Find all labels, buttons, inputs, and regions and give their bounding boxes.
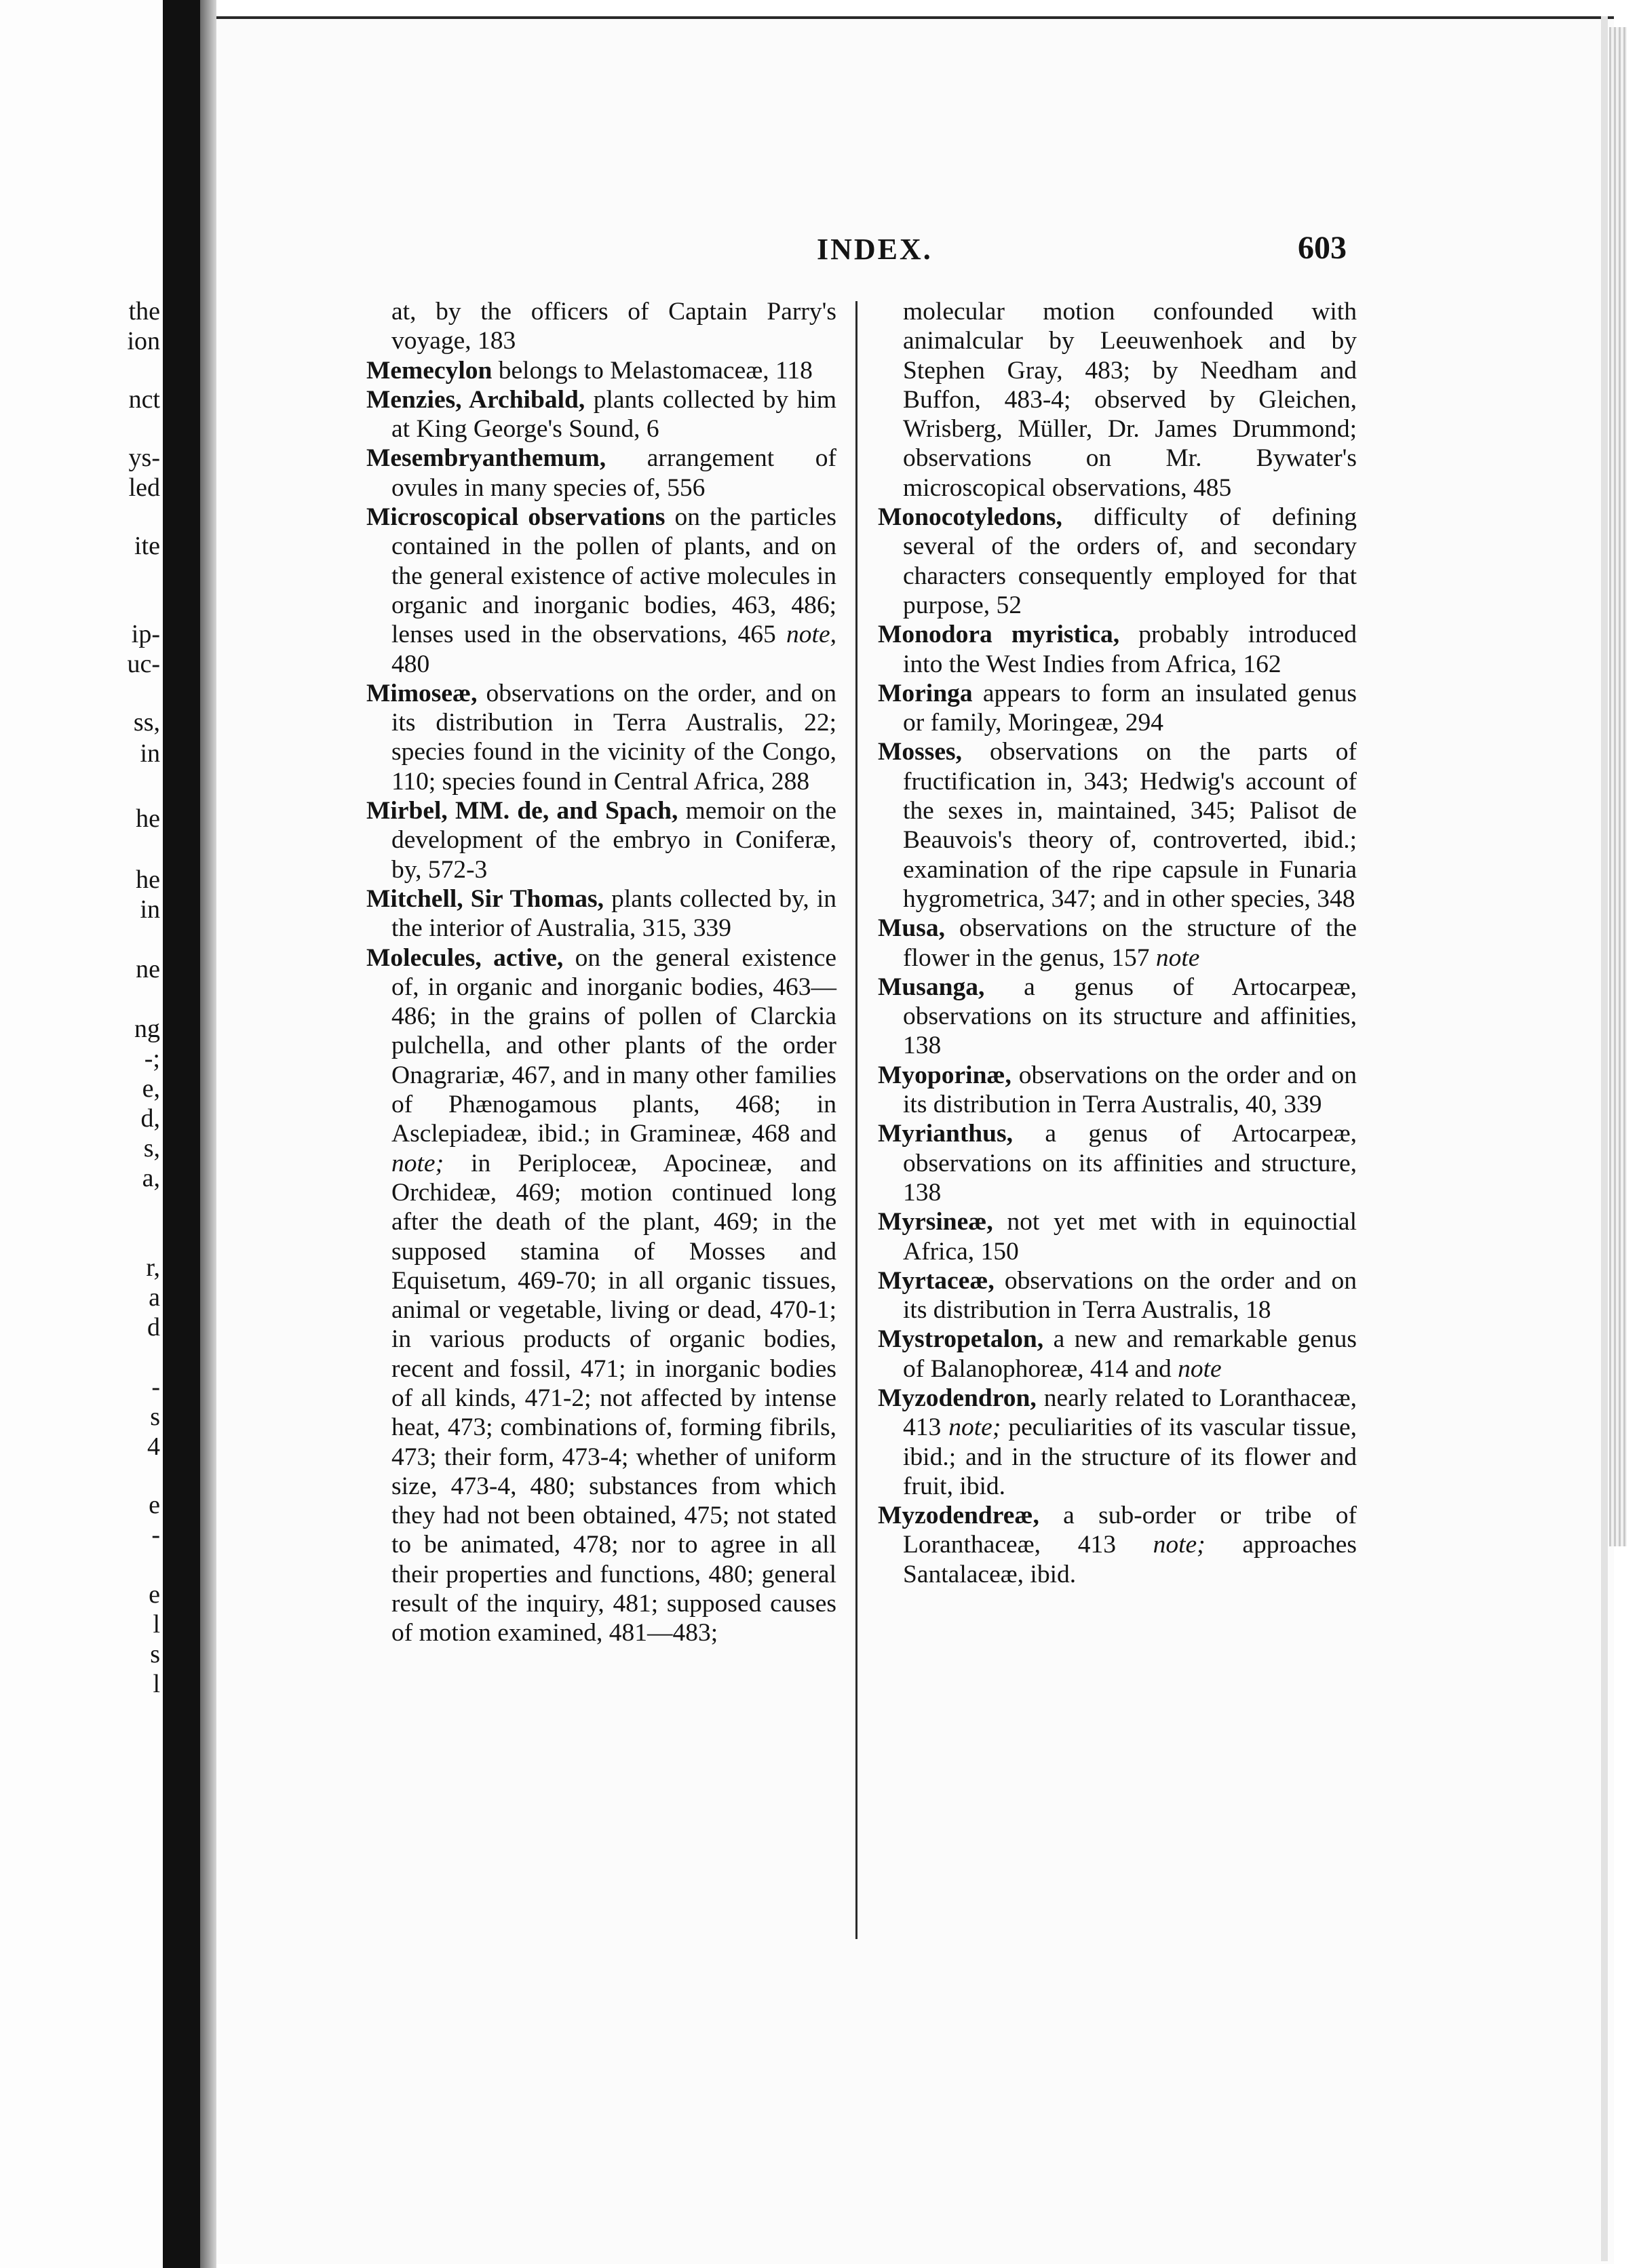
index-entry-text: a sub-order or tribe of Loranthaceæ, 413	[903, 1502, 1357, 1559]
index-entry-text: approaches Santalaceæ, ibid.	[903, 1531, 1357, 1588]
facing-page-fragment	[0, 0, 173, 2268]
index-entry	[366, 796, 836, 884]
facing-page-text-fragment: r,	[146, 1253, 160, 1282]
index-entry	[878, 1384, 1357, 1501]
index-entry-heading: Mirbel, MM. de, and Spach,	[366, 797, 678, 825]
facing-page-text-fragment: a,	[142, 1164, 160, 1192]
index-entry-text: peculiarities of its vascular tissue, ibid.; and in the structure of its flower and fruit, ibid.	[903, 1413, 1357, 1500]
index-entry-heading: Molecules, active,	[366, 943, 564, 972]
facing-page-text-fragment: s	[150, 1403, 160, 1431]
facing-page-text-fragment: nct	[128, 385, 160, 414]
index-entry-text: 480	[391, 650, 430, 678]
index-entry-heading: Myzodendron,	[878, 1384, 1037, 1412]
index-entry-note: note,	[786, 621, 836, 649]
index-entry	[878, 973, 1357, 1061]
index-entry	[878, 503, 1357, 620]
index-entry-text: on the particles contained in the pollen of plants, and on the general existence of active molecules in organic and inorganic bodies, 463, 486; lenses used in the observations, 465	[391, 503, 836, 649]
facing-page-text-fragment: ion	[127, 327, 160, 355]
facing-page-text-fragment: s,	[143, 1134, 160, 1162]
index-entry-text: on the general existence of, in organic and inorganic bodies, 463—486; in the grains of pollen of Clarckia pulchella, and other plants of the order Onagrariæ, 467, and in many other families of Phænogamous plants, 468; in Asclepiadeæ, ibid.; in Gramineæ, 468 and	[391, 943, 836, 1148]
facing-page-text-fragment: l	[153, 1670, 160, 1698]
index-entry-note: note	[1155, 943, 1200, 972]
index-entry	[878, 1061, 1357, 1120]
index-entry-text: nearly related to Loranthaceæ, 413	[903, 1384, 1357, 1442]
index-entry-heading: Mosses,	[878, 738, 962, 766]
index-entry-note: note	[1178, 1354, 1222, 1383]
index-entry-heading: Moringa	[878, 679, 973, 707]
index-entry-text: plants collected by him at King George's Sound, 6	[391, 385, 836, 444]
index-entry	[366, 679, 836, 796]
facing-page-text-fragment: -	[151, 1521, 160, 1549]
index-entry-continuation	[878, 297, 1357, 503]
facing-page-text-fragment: ne	[136, 955, 160, 983]
facing-page-text-fragment: -	[151, 1373, 160, 1401]
index-entry-text: observations on the order, and on its distribution in Terra Australis, 22; species found in the vicinity of the Congo, 110; species found in Central Africa, 288	[391, 679, 836, 796]
index-entry	[878, 1207, 1357, 1266]
index-entry-text: belongs to Melastomaceæ, 118	[492, 356, 813, 385]
index-entry-heading: Myrtaceæ,	[878, 1266, 995, 1295]
facing-page-text-fragment: in	[140, 895, 160, 924]
index-entry-text: at, by the officers of Captain Parry's voyage, 183	[391, 298, 836, 355]
index-entry-text: a new and remarkable genus of Balanophoreæ, 414 and	[903, 1325, 1357, 1383]
index-entry-continuation	[366, 297, 836, 356]
index-entry-heading: Musanga,	[878, 973, 985, 1001]
index-entry	[878, 1119, 1357, 1207]
book-gutter	[163, 0, 200, 2268]
index-entry-text: a genus of Artocarpeæ, observations on its structure and affinities, 138	[903, 973, 1357, 1060]
index-entry-text: appears to form an insulated genus or family, Moringeæ, 294	[903, 679, 1357, 737]
index-entry-heading: Menzies, Archibald,	[366, 385, 585, 414]
index-entry-text: arrangement of ovules in many species of, 556	[391, 444, 836, 502]
index-entry-heading: Microscopical observations	[366, 503, 666, 532]
facing-page-text-fragment: the	[128, 297, 160, 326]
facing-page-text-fragment: d,	[140, 1104, 160, 1133]
index-entry-heading: Monodora myristica,	[878, 621, 1120, 649]
facing-page-text-fragment: 4	[147, 1432, 160, 1461]
facing-page-text-fragment: e	[149, 1580, 160, 1609]
index-entry	[366, 884, 836, 943]
index-entry-heading: Myrsineæ,	[878, 1208, 993, 1236]
index-entry	[878, 1501, 1357, 1589]
facing-page-text-fragment: uc-	[127, 650, 160, 678]
index-column-right	[878, 297, 1357, 1589]
index-entry-note: note;	[1153, 1531, 1206, 1559]
index-entry	[366, 356, 836, 385]
page-number: 603	[1298, 230, 1347, 266]
facing-page-text-fragment: he	[136, 865, 160, 894]
facing-page-text-fragment: e	[149, 1491, 160, 1519]
index-entry-heading: Monocotyledons,	[878, 503, 1062, 532]
index-entry-note: note;	[391, 1149, 444, 1177]
index-entry-text: probably introduced into the West Indies from Africa, 162	[903, 621, 1357, 678]
gutter-shadow	[200, 0, 216, 2268]
facing-page-text-fragment: ss,	[133, 708, 160, 737]
index-entry	[366, 943, 836, 1648]
index-entry-text: observations on the parts of fructification in, 343; Hedwig's account of the sexes in, maintained, 345; Palisot de Beauvois's theory of, controverted, ibid.; examination of the ripe capsule in Funaria hygrometrica, 347; and in other species, 348	[903, 738, 1357, 913]
facing-page-text-fragment: he	[136, 804, 160, 833]
index-entry-text: observations on the order and on its distribution in Terra Australis, 18	[903, 1266, 1357, 1325]
page-edges	[1609, 27, 1627, 1546]
index-entry-heading: Mesembryanthemum,	[366, 444, 606, 473]
index-entry-heading: Musa,	[878, 914, 945, 943]
index-entry-text: plants collected by, in the interior of Australia, 315, 339	[391, 884, 836, 943]
facing-page-text-fragment: d	[147, 1313, 160, 1342]
facing-page-text-fragment: l	[153, 1610, 160, 1639]
facing-page-text-fragment: ys-	[128, 444, 160, 472]
index-entry-heading: Mystropetalon,	[878, 1325, 1044, 1354]
facing-page-text-fragment: ip-	[131, 620, 160, 648]
index-entry	[878, 914, 1357, 973]
index-entry	[878, 620, 1357, 679]
facing-page-text-fragment: s	[150, 1640, 160, 1668]
column-rule	[855, 301, 857, 1939]
index-entry-text: memoir on the development of the embryo in Coniferæ, by, 572-3	[391, 797, 836, 884]
index-entry	[366, 503, 836, 679]
running-head: INDEX.	[817, 233, 933, 266]
index-entry-heading: Myoporinæ,	[878, 1061, 1011, 1089]
facing-page-text-fragment: a	[149, 1283, 160, 1312]
index-entry-text: in Periploceæ, Apocineæ, and Orchideæ, 469; motion continued long after the death of the plant, 469; in the supposed stamina of Mosses and Equisetum, 469-70; in all organic tissues, animal or vegetable, living or dead, 470-1; in various products of organic bodies, recent and fossil, 471; in inorganic bodies of all kinds, 471-2; not affected by intense heat, 473; combinations of, forming fibrils, 473; their form, 473-4; whether of uniform size, 473-4, 480; substances from which they had not been obtained, 475; not stated to be animated, 478; nor to agree in all their properties and functions, 480; general result of the inquiry, 481; supposed causes of motion examined, 481—483;	[391, 1149, 836, 1647]
index-entry-heading: Myzodendreæ,	[878, 1502, 1039, 1530]
index-entry	[366, 444, 836, 503]
index-entry-text: a genus of Artocarpeæ, observations on its affinities and structure, 138	[903, 1120, 1357, 1207]
index-entry	[878, 1266, 1357, 1325]
facing-page-text-fragment: -;	[144, 1044, 160, 1073]
facing-page-text-fragment: in	[140, 739, 160, 768]
index-entry-heading: Memecylon	[366, 356, 493, 385]
index-entry-text: molecular motion confounded with animalcular by Leeuwenhoek and by Stephen Gray, 483; by Needham and Buffon, 483-4; observed by Gleichen, Wrisberg, Müller, Dr. James Drummond; observations on Mr. Bywater's microscopical observations, 485	[903, 298, 1357, 502]
index-entry-text: difficulty of defining several of the orders of, and secondary characters consequently employed for that purpose, 52	[903, 503, 1357, 619]
index-entry	[878, 679, 1357, 738]
index-column-left	[366, 297, 836, 1648]
index-entry-heading: Mitchell, Sir Thomas,	[366, 884, 604, 913]
facing-page-text-fragment: ng	[134, 1015, 160, 1043]
index-entry-heading: Mimoseæ,	[366, 679, 478, 707]
index-entry-heading: Myrianthus,	[878, 1120, 1013, 1148]
page-shadow	[1601, 16, 1608, 2261]
facing-page-text-fragment: e,	[142, 1074, 160, 1103]
index-entry	[366, 385, 836, 444]
index-entry-note: note;	[948, 1413, 1001, 1442]
facing-page-text-fragment: ite	[134, 532, 160, 560]
index-entry	[878, 737, 1357, 914]
facing-page-text-fragment: led	[128, 473, 160, 502]
index-entry	[878, 1325, 1357, 1384]
index-entry-text: not yet met with in equinoctial Africa, 150	[903, 1208, 1357, 1266]
index-entry-text: observations on the structure of the flower in the genus, 157	[903, 914, 1357, 972]
index-entry-text: observations on the order and on its distribution in Terra Australis, 40, 339	[903, 1061, 1357, 1119]
